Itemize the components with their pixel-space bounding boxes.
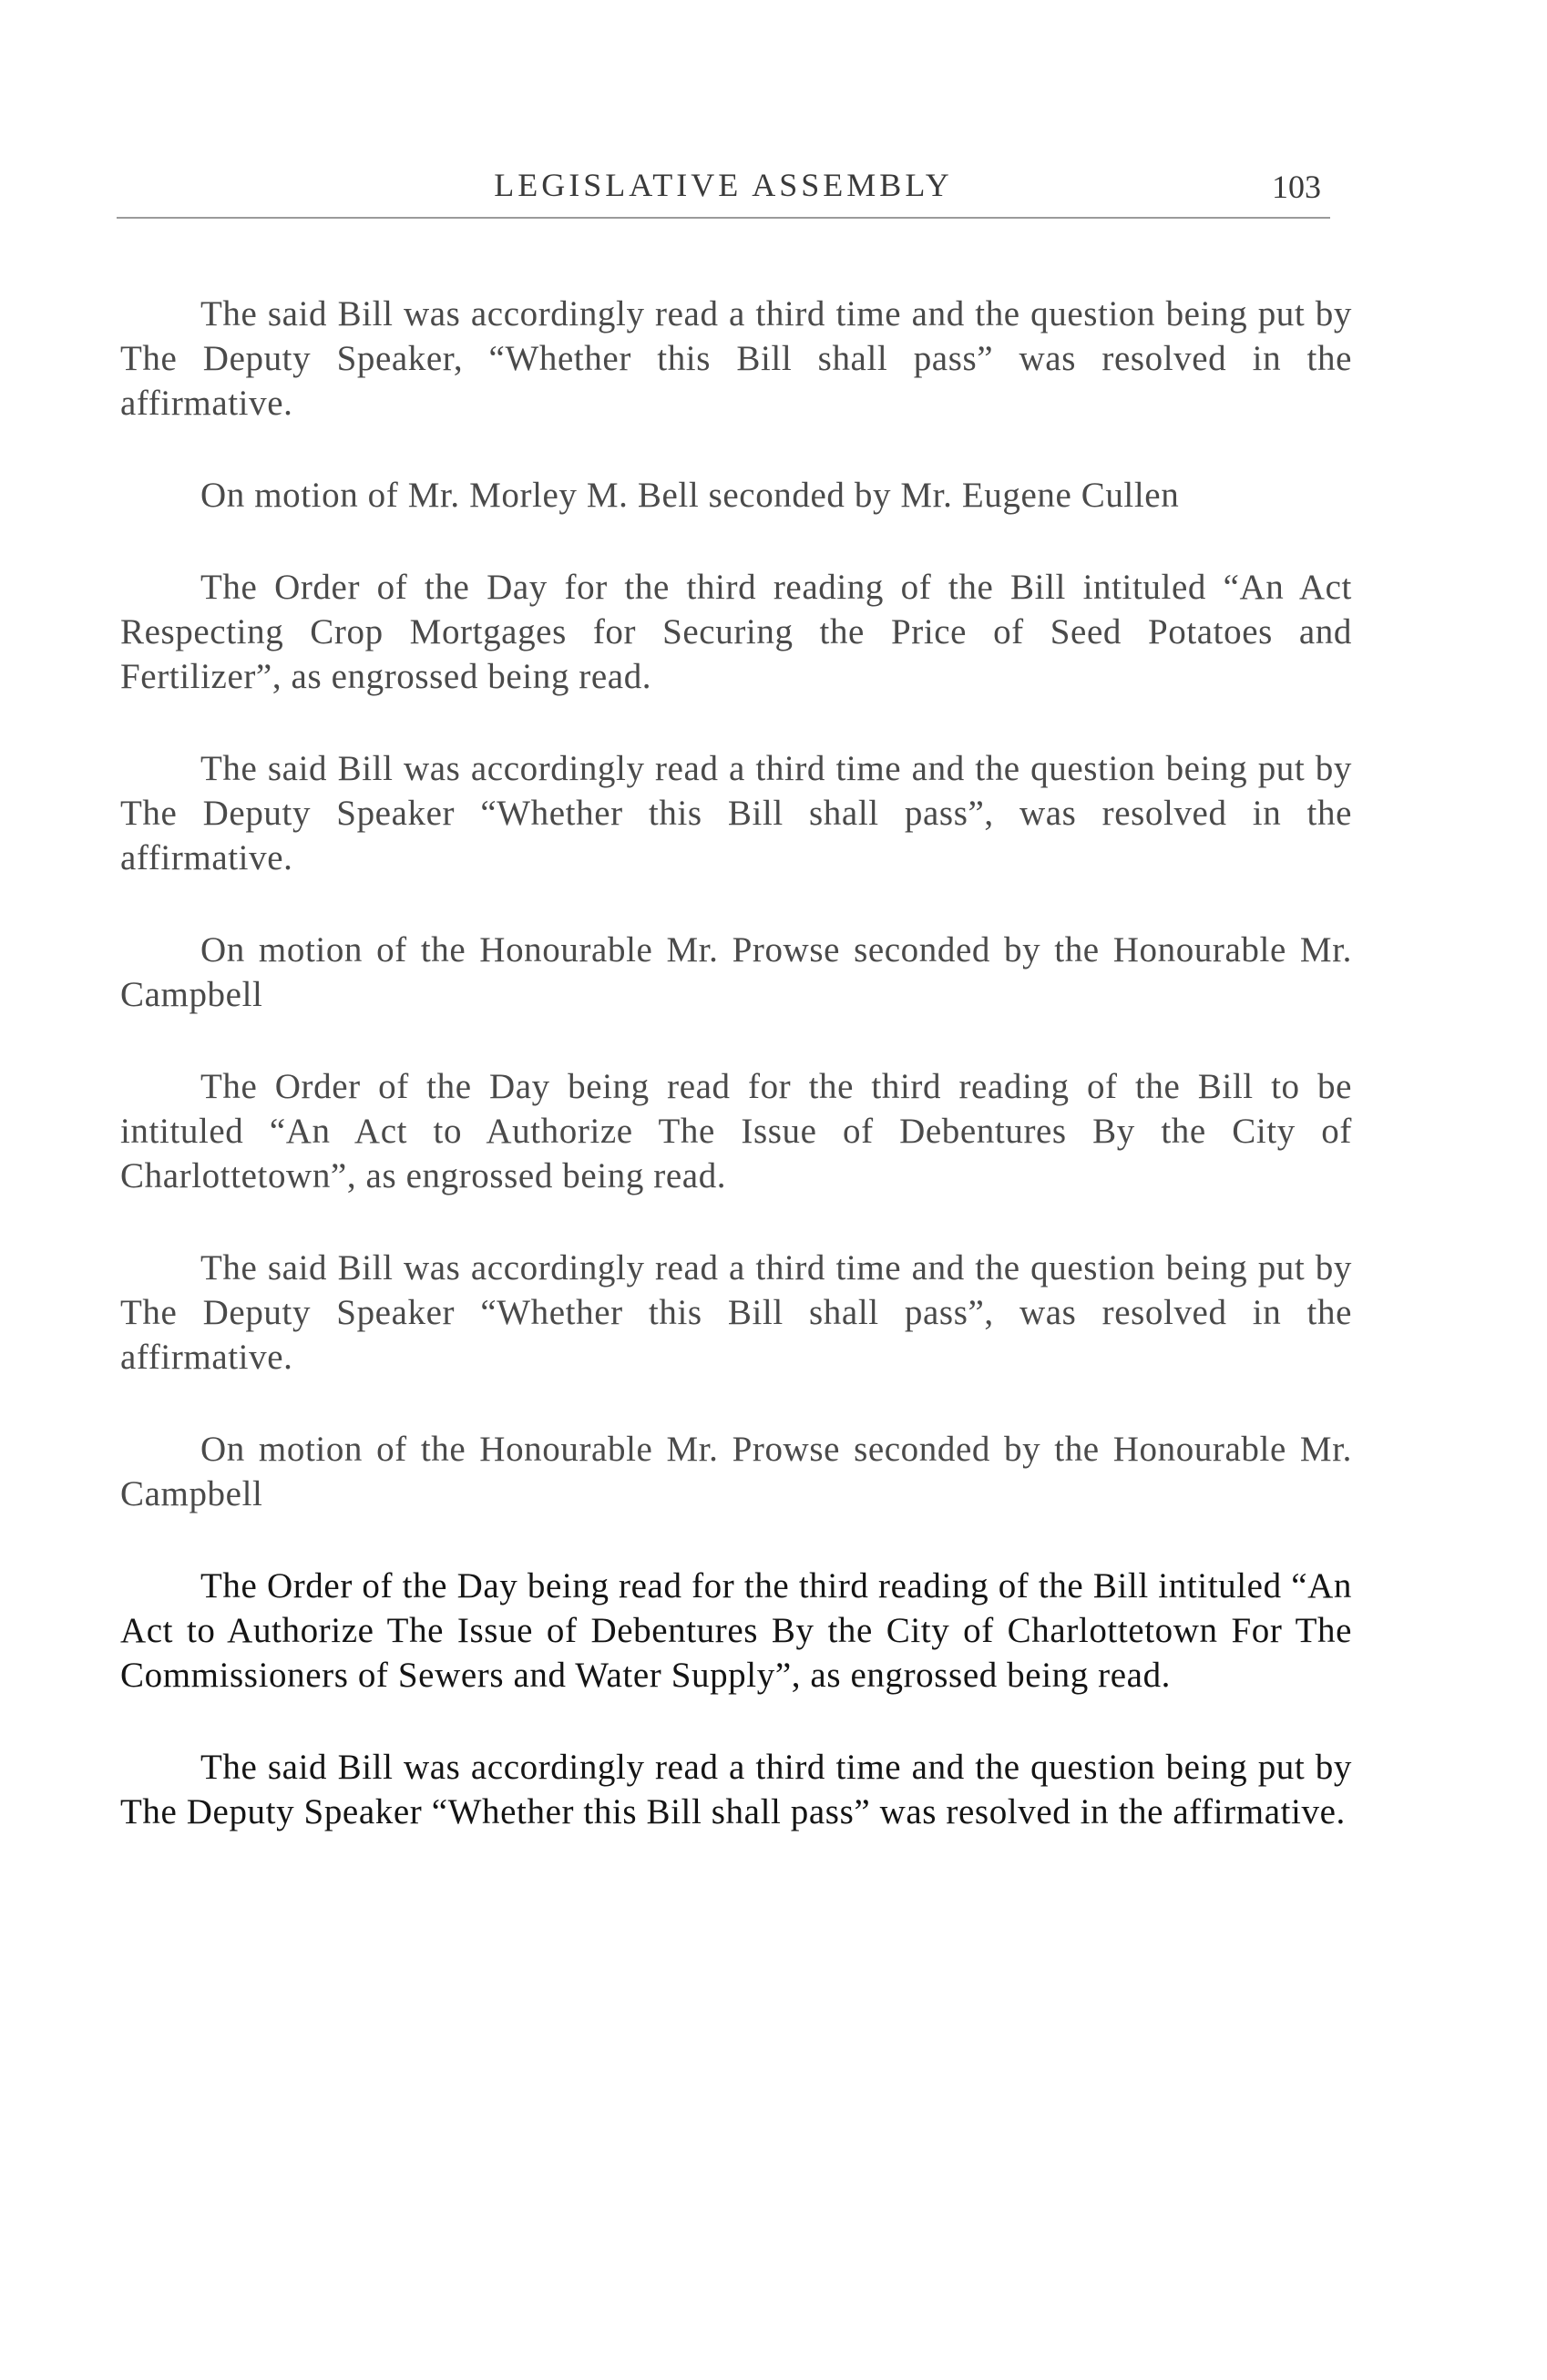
- paragraph-order-of-day: The Order of the Day being read for the third reading of the Bill to be intituled “An Act to Authorize The Issue of Debentures By the City of Charlottetown”, as engrossed being read.: [120, 1067, 1352, 1195]
- paragraph-order-of-day: The Order of the Day being read for the third reading of the Bill intituled “An Act to Authorize The Issue of Debentures By the City of Charlottetown For The Commissioners of Sewers and Water Supply”, as engrossed being read.: [120, 1566, 1352, 1695]
- paragraph-bill-passed: The said Bill was accordingly read a third time and the question being put by The Deputy Speaker “Whether this Bill shall pass”, was resolved in the affirmative.: [120, 749, 1352, 877]
- paragraph-bill-passed: The said Bill was accordingly read a third time and the question being put by The Deputy Speaker, “Whether this Bill shall pass” was resolved in the affirmative.: [120, 294, 1352, 423]
- paragraph-bill-passed: The said Bill was accordingly read a third time and the question being put by The Deputy Speaker “Whether this Bill shall pass”, was resolved in the affirmative.: [120, 1248, 1352, 1377]
- running-title: LEGISLATIVE ASSEMBLY: [494, 167, 953, 203]
- paragraph-bill-passed: The said Bill was accordingly read a third time and the question being put by The Deputy Speaker “Whether this Bill shall pass” was resolved in the affirmative.: [120, 1748, 1352, 1831]
- page-number: 103: [1272, 169, 1321, 205]
- paragraph-motion: On motion of the Honourable Mr. Prowse seconded by the Honourable Mr. Campbell: [120, 930, 1352, 1014]
- page-body: [120, 292, 1352, 1882]
- page-header: [117, 162, 1330, 219]
- paragraph-motion: On motion of the Honourable Mr. Prowse seconded by the Honourable Mr. Campbell: [120, 1430, 1352, 1513]
- paragraph-motion: On motion of Mr. Morley M. Bell seconded by Mr. Eugene Cullen: [200, 476, 1180, 515]
- paragraph-order-of-day: The Order of the Day for the third reading of the Bill intituled “An Act Respecting Crop Mortgages for Securing the Price of Seed Potatoes and Fertilizer”, as engrossed being read.: [120, 568, 1352, 696]
